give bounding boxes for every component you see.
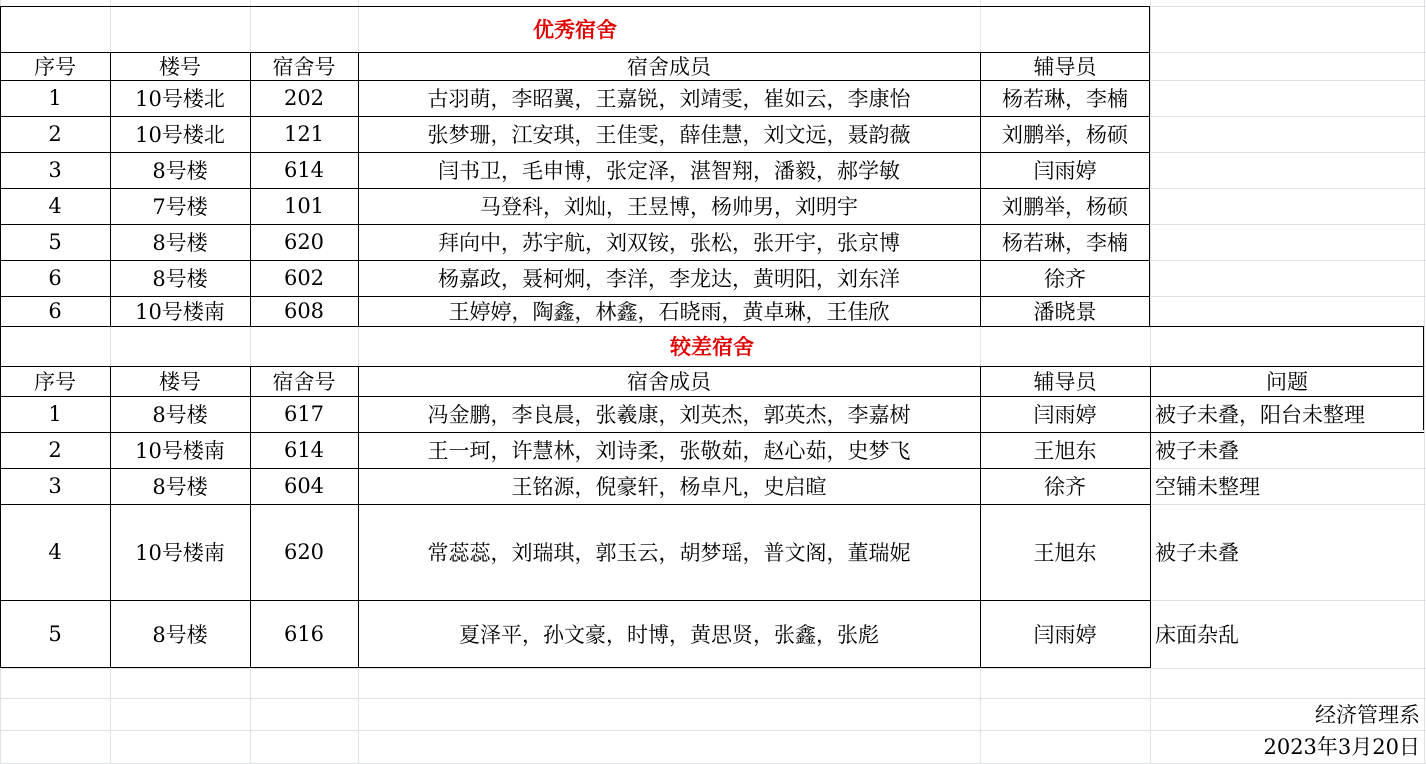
gridline-horizontal	[0, 668, 1426, 669]
table-cell[interactable]: 1	[48, 402, 62, 426]
table-cell[interactable]: 101	[283, 194, 325, 218]
table-cell[interactable]: 冯金鹏，李良晨，张羲康，刘英杰，郭英杰，李嘉树	[427, 403, 911, 427]
header-room[interactable]: 宿舍号	[272, 55, 336, 79]
table-cell[interactable]: 8号楼	[152, 267, 208, 291]
table-cell[interactable]: 5	[48, 622, 62, 646]
table-cell[interactable]: 620	[283, 230, 325, 254]
table-cell[interactable]: 5	[48, 230, 62, 254]
table-cell[interactable]: 张梦珊，江安琪，王佳雯，薛佳慧，刘文远，聂韵薇	[427, 123, 911, 147]
table-cell[interactable]: 王旭东	[1033, 439, 1097, 463]
table-title-poor: 较差宿舍	[670, 334, 754, 359]
table-cell[interactable]: 616	[283, 622, 325, 646]
header-building[interactable]: 楼号	[159, 370, 201, 394]
table-cell[interactable]: 王一珂，许慧林，刘诗柔，张敬茹，赵心茹，史梦飞	[427, 439, 911, 463]
table-cell[interactable]: 杨嘉政，聂柯炯，李洋，李龙达，黄明阳，刘东洋	[438, 267, 900, 291]
table-cell[interactable]: 闫雨婷	[1033, 159, 1097, 183]
table-cell[interactable]: 6	[48, 299, 62, 323]
table-cell[interactable]: 徐齐	[1044, 475, 1086, 499]
table-cell[interactable]: 202	[283, 86, 325, 110]
table-cell[interactable]: 8号楼	[152, 623, 208, 647]
table-cell[interactable]: 614	[283, 438, 325, 462]
table-cell[interactable]: 被子未叠	[1155, 439, 1239, 463]
table-cell[interactable]: 杨若琳，李楠	[1002, 231, 1128, 255]
header-counselor[interactable]: 辅导员	[1033, 55, 1097, 79]
header-members[interactable]: 宿舍成员	[627, 55, 711, 79]
table-cell[interactable]: 8号楼	[152, 159, 208, 183]
table-cell[interactable]: 被子未叠	[1155, 541, 1239, 565]
table-cell[interactable]: 潘晓景	[1033, 300, 1097, 324]
table-cell[interactable]: 10号楼南	[135, 541, 225, 565]
table-cell[interactable]: 3	[48, 474, 62, 498]
gridline-vertical	[1424, 0, 1425, 763]
table-cell[interactable]: 10号楼南	[135, 300, 225, 324]
table-cell[interactable]: 617	[283, 402, 325, 426]
table-cell[interactable]: 闫雨婷	[1033, 623, 1097, 647]
footer-date: 2023年3月20日	[1263, 735, 1420, 759]
table-cell[interactable]: 古羽萌，李昭翼，王嘉锐，刘靖雯，崔如云，李康怡	[427, 87, 911, 111]
table-cell[interactable]: 徐齐	[1044, 267, 1086, 291]
table-cell[interactable]: 床面杂乱	[1155, 623, 1239, 647]
header-building[interactable]: 楼号	[159, 55, 201, 79]
table-cell[interactable]: 10号楼北	[135, 123, 225, 147]
table-cell[interactable]: 604	[283, 474, 325, 498]
table-cell[interactable]: 620	[283, 540, 325, 564]
table-cell[interactable]: 空铺未整理	[1155, 475, 1260, 499]
table-cell[interactable]: 4	[48, 194, 62, 218]
header-room[interactable]: 宿舍号	[272, 370, 336, 394]
table-cell[interactable]: 121	[283, 122, 325, 146]
table-cell[interactable]: 常蕊蕊，刘瑞琪，郭玉云，胡梦瑶，普文阁，董瑞妮	[427, 541, 911, 565]
table-cell[interactable]: 8号楼	[152, 231, 208, 255]
table-cell[interactable]: 10号楼北	[135, 87, 225, 111]
table-cell[interactable]: 闫书卫，毛申博，张定泽，湛智翔，潘毅，郝学敏	[438, 159, 900, 183]
table-cell[interactable]: 马登科，刘灿，王昱博，杨帅男，刘明宇	[480, 195, 858, 219]
table-cell[interactable]: 杨若琳，李楠	[1002, 87, 1128, 111]
table-cell[interactable]: 4	[48, 540, 62, 564]
table-cell[interactable]: 刘鹏举，杨硕	[1002, 195, 1128, 219]
header-issue[interactable]: 问题	[1266, 370, 1308, 394]
header-members[interactable]: 宿舍成员	[627, 370, 711, 394]
header-index[interactable]: 序号	[34, 370, 76, 394]
table-cell[interactable]: 7号楼	[152, 195, 208, 219]
table-cell[interactable]: 602	[283, 266, 325, 290]
table-cell[interactable]: 1	[48, 86, 62, 110]
table-cell[interactable]: 6	[48, 266, 62, 290]
table-cell[interactable]: 614	[283, 158, 325, 182]
table-cell[interactable]: 8号楼	[152, 403, 208, 427]
table-cell[interactable]: 2	[48, 122, 62, 146]
table-cell[interactable]: 3	[48, 158, 62, 182]
table-cell[interactable]: 2	[48, 438, 62, 462]
header-index[interactable]: 序号	[34, 55, 76, 79]
table-cell[interactable]: 王旭东	[1033, 541, 1097, 565]
table-cell[interactable]: 608	[283, 299, 325, 323]
header-counselor[interactable]: 辅导员	[1033, 370, 1097, 394]
table-cell[interactable]: 8号楼	[152, 475, 208, 499]
table-title-excellent: 优秀宿舍	[533, 17, 617, 42]
table-cell[interactable]: 被子未叠，阳台未整理	[1155, 403, 1365, 427]
table-cell[interactable]: 夏泽平，孙文豪，时博，黄思贤，张鑫，张彪	[459, 623, 879, 647]
table-cell[interactable]: 闫雨婷	[1033, 403, 1097, 427]
table-cell[interactable]: 拜向中，苏宇航，刘双铵，张松，张开宇，张京博	[438, 231, 900, 255]
table-cell[interactable]: 王铭源，倪豪轩，杨卓凡，史启暄	[511, 475, 827, 499]
table-cell[interactable]: 10号楼南	[135, 439, 225, 463]
table-cell[interactable]: 刘鹏举，杨硕	[1002, 123, 1128, 147]
table-cell[interactable]: 王婷婷，陶鑫，林鑫，石晓雨，黄卓琳，王佳欣	[448, 300, 890, 324]
footer-department: 经济管理系	[1315, 703, 1420, 727]
